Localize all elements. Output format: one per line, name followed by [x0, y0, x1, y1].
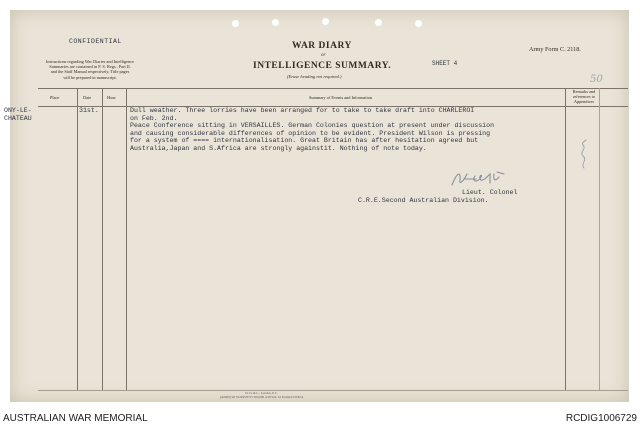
- remarks-header-line: references to: [572, 94, 596, 100]
- column-header-summary: Summary of Events and Information: [309, 95, 373, 100]
- entry-line: for a system of ==== internationalisation. Great Britain has after hesitation agreed but: [130, 137, 479, 145]
- pencil-note: [574, 138, 594, 172]
- remarks-header-line: Appendices: [573, 99, 595, 105]
- entry-date: 31st.: [79, 107, 99, 114]
- title-or: or: [321, 53, 326, 58]
- place-line: CHATEAU: [4, 114, 32, 122]
- entry-place: [4, 107, 32, 122]
- place-line: ONY-LE-: [4, 107, 32, 114]
- instructions-line: and the Staff Manual respectively. Title pages: [50, 69, 130, 75]
- title-intelligence-summary: INTELLIGENCE SUMMARY.: [253, 61, 392, 71]
- page-number: 50: [590, 74, 603, 85]
- title-war-diary: WAR DIARY: [292, 41, 352, 51]
- instructions-line: Instructions regarding War Diaries and Intelligence: [46, 59, 134, 64]
- signatory-rank: Lieut. Colonel: [462, 189, 518, 196]
- archive-caption-left: AUSTRALIAN WAR MEMORIAL: [3, 413, 148, 424]
- column-header-hour: Hour: [107, 95, 116, 100]
- entry-line: Australia,Japan and S.Africa are strongly againstit. Nothing of note today.: [130, 144, 427, 152]
- classification-stamp: CONFIDENTIAL: [69, 38, 122, 45]
- entry-text: [130, 107, 494, 153]
- instructions-line: will be prepared in manuscript.: [63, 74, 117, 80]
- column-rule: [126, 88, 127, 390]
- printer-imprint: [220, 391, 303, 399]
- remarks-header-line: Remarks and: [572, 89, 596, 94]
- diary-sheet: [4, 10, 629, 402]
- instructions-block: [46, 59, 134, 80]
- punch-hole: [232, 20, 239, 27]
- column-rule: [565, 88, 566, 390]
- punch-hole: [322, 18, 329, 25]
- title-note: (Erase heading not required.): [287, 74, 342, 79]
- entry-line: and causing considerable differences of opinion to be evident. President Wilson is pressing: [130, 129, 491, 137]
- entry-line: on Feb. 2nd.: [130, 114, 178, 122]
- column-header-remarks: [567, 89, 601, 105]
- sheet-number: SHEET 4: [432, 60, 458, 67]
- column-rule: [102, 88, 103, 390]
- table-bottom-rule: [38, 390, 628, 391]
- instructions-line: Summaries are contained in F. S. Regs., Part II.: [49, 64, 131, 70]
- punch-hole: [272, 19, 279, 26]
- entry-line: Dull weather. Three lorries have been arranged for to take to take draft into CHARLEROI: [130, 107, 475, 114]
- column-header-date: Date: [83, 95, 92, 100]
- punch-hole: [415, 20, 422, 27]
- column-header-place: Place: [50, 95, 60, 100]
- signatory-unit: C.R.E.Second Australian Division.: [358, 197, 489, 204]
- column-rule: [77, 88, 78, 390]
- imprint-line: (A6000) Wt W2295/P715 500,000 4/18 Sch. 52 Forms/C2118/14: [220, 395, 304, 399]
- punch-hole: [375, 19, 382, 26]
- archive-caption-right: RCDIG1006729: [565, 413, 637, 424]
- form-number: Army Form C. 2118.: [529, 46, 581, 53]
- imprint-line: D. D. & L., London, E.C.: [245, 391, 278, 395]
- entry-line: Peace Conference sitting in VERSAILLES. German Colonies question at present under discussion: [130, 122, 495, 130]
- column-rule: [599, 88, 600, 390]
